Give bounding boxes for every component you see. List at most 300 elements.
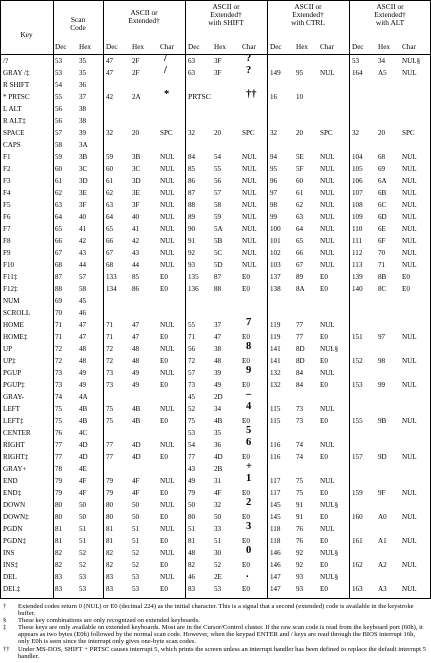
key-name: F10 [3, 261, 15, 269]
table-cell: 3F [79, 201, 87, 209]
table-cell: 151 [352, 333, 363, 341]
table-cell: 77 [296, 321, 304, 329]
table-cell: NUL [160, 573, 175, 581]
table-cell: E0 [242, 489, 250, 497]
table-cell: 92 [188, 249, 196, 257]
table-cell: 98 [378, 357, 386, 365]
table-cell: 55 [214, 165, 222, 173]
table-cell: 52 [214, 561, 222, 569]
table-cell: 79 [55, 489, 63, 497]
key-name: F12‡ [3, 285, 18, 293]
table-cell: 87 [55, 273, 63, 281]
table-cell: 42 [132, 237, 140, 245]
table-cell: 3A [79, 141, 88, 149]
table-cell: 75 [188, 417, 196, 425]
table-cell: 51 [132, 525, 140, 533]
table-cell: 2E [214, 573, 222, 581]
table-cell: 72 [106, 345, 114, 353]
key-name: PGUP‡ [3, 381, 25, 389]
table-cell: 56 [55, 105, 63, 113]
table-cell: NUL [160, 549, 175, 557]
table-cell: 100 [270, 225, 281, 233]
table-cell: 145 [270, 501, 281, 509]
table-cell: 65 [106, 225, 114, 233]
header-char: Char [242, 43, 256, 51]
table-cell: 53 [79, 573, 87, 581]
table-cell: NUL [402, 69, 417, 77]
table-cell: NUL [242, 261, 257, 269]
table-cell: 160 [352, 513, 363, 521]
table-cell: + [246, 461, 252, 472]
table-cell: 82 [188, 561, 196, 569]
table-cell: E0 [242, 357, 250, 365]
table-cell: 45 [79, 297, 87, 305]
table-cell: 7 [246, 317, 252, 328]
table-cell: NUL§ [320, 549, 339, 557]
footnote-text: Extended codes return 0 (NUL) or E0 (decimal 224) as the initial character. This is a signal that a second (extended) code is available in the keystroke buffer. [18, 603, 414, 618]
table-cell: 77 [106, 441, 114, 449]
row-divider [0, 0, 431, 1]
table-cell: 104 [352, 153, 363, 161]
table-cell: E0 [242, 585, 250, 593]
table-cell: 61 [106, 177, 114, 185]
key-name: R SHIFT [3, 81, 30, 89]
table-cell: 71 [378, 261, 386, 269]
header-hex: Hex [378, 43, 390, 51]
table-cell: 102 [270, 249, 281, 257]
table-cell: E0 [160, 561, 168, 569]
table-cell: NUL [402, 261, 417, 269]
table-cell: 67 [296, 261, 304, 269]
column-divider [185, 0, 186, 598]
table-cell: NUL [160, 237, 175, 245]
header-hex: Hex [296, 43, 308, 51]
table-cell: 49 [79, 381, 87, 389]
header-key: Key [20, 30, 33, 39]
table-cell: E0 [160, 357, 168, 365]
table-cell: SPC [160, 129, 173, 137]
header-dec: Dec [352, 43, 364, 51]
table-cell: E0 [242, 513, 250, 521]
table-cell: 159 [352, 489, 363, 497]
key-name: RIGHT‡ [3, 453, 29, 461]
table-cell: 4B [79, 405, 88, 413]
table-cell: 64 [296, 225, 304, 233]
table-cell: ? [246, 65, 252, 76]
table-cell: NUL [320, 201, 335, 209]
footnote-mark: ‡ [3, 624, 7, 631]
footnote-mark: †† [3, 646, 10, 653]
table-cell: SPC [242, 129, 255, 137]
header-scan-code: Scan [70, 15, 86, 24]
table-cell: 135 [188, 273, 199, 281]
table-cell: 52 [79, 549, 87, 557]
table-cell: 32 [352, 129, 360, 137]
table-cell: 132 [270, 381, 281, 389]
table-cell: 80 [106, 501, 114, 509]
table-cell: 47 [132, 333, 140, 341]
column-divider [103, 0, 104, 598]
table-cell: E0 [320, 537, 328, 545]
table-cell: 2D [214, 393, 223, 401]
table-cell: 108 [352, 201, 363, 209]
table-cell: 4F [132, 477, 140, 485]
table-cell: 79 [55, 477, 63, 485]
table-cell: – [246, 389, 252, 400]
table-cell: 63 [188, 57, 196, 65]
table-cell: 20 [296, 129, 304, 137]
table-cell: 9B [378, 417, 387, 425]
table-cell: 63 [188, 69, 196, 77]
table-cell: 38 [79, 117, 87, 125]
table-cell: 4C [79, 429, 88, 437]
key-name: HOME‡ [3, 333, 28, 341]
table-cell: 32 [214, 501, 222, 509]
table-cell: 40 [79, 213, 87, 221]
header-group-title: with SHIFT [208, 18, 244, 27]
table-cell: 3D [79, 177, 88, 185]
table-cell: 71 [106, 321, 114, 329]
table-cell: 52 [132, 561, 140, 569]
header-dec: Dec [188, 43, 200, 51]
table-cell: * [164, 89, 170, 100]
table-cell: 16 [270, 93, 278, 101]
table-cell: 134 [106, 285, 117, 293]
table-cell: 57 [214, 189, 222, 197]
table-cell: 6B [378, 189, 387, 197]
table-cell: NUL [160, 441, 175, 449]
table-cell: 133 [106, 273, 117, 281]
table-cell: 73 [296, 417, 304, 425]
table-cell: 4F [79, 477, 87, 485]
table-cell: 37 [79, 93, 87, 101]
table-cell: A5 [378, 69, 387, 77]
table-cell: 117 [270, 477, 281, 485]
table-cell: 34 [214, 405, 222, 413]
key-name: F8 [3, 237, 11, 245]
key-name: F3 [3, 177, 11, 185]
table-cell: 89 [188, 213, 196, 221]
table-cell: 47 [79, 333, 87, 341]
table-cell: 3C [132, 165, 141, 173]
table-cell: 71 [188, 333, 196, 341]
table-cell: NUL [160, 405, 175, 413]
table-cell: NUL [160, 261, 175, 269]
table-cell: 3E [79, 189, 87, 197]
key-name: INS‡ [3, 561, 18, 569]
table-cell: 5E [296, 153, 304, 161]
table-cell: 68 [55, 261, 63, 269]
table-cell: 80 [106, 513, 114, 521]
table-cell: NUL [160, 201, 175, 209]
table-cell: 77 [55, 453, 63, 461]
table-cell: 75 [296, 477, 304, 485]
table-cell: 71 [106, 333, 114, 341]
table-cell: E0 [160, 285, 168, 293]
table-cell: 2F [132, 57, 140, 65]
table-cell: 4D [132, 441, 141, 449]
table-cell: 32 [270, 129, 278, 137]
table-cell: 6F [378, 237, 386, 245]
table-cell: NUL [160, 213, 175, 221]
table-cell: 9F [378, 489, 386, 497]
table-cell: 70 [378, 249, 386, 257]
table-cell: 43 [132, 249, 140, 257]
table-cell: NUL§ [320, 501, 339, 509]
table-cell: 63 [106, 201, 114, 209]
table-cell: 72 [188, 357, 196, 365]
table-cell: NUL [402, 165, 417, 173]
header-dec: Dec [55, 43, 67, 51]
table-cell: 99 [270, 213, 278, 221]
table-cell: 79 [106, 489, 114, 497]
table-cell: 63 [296, 213, 304, 221]
table-cell: 40 [132, 213, 140, 221]
table-cell: 57 [55, 129, 63, 137]
table-cell: 73 [188, 381, 196, 389]
header-hex: Hex [79, 43, 91, 51]
table-cell: NUL [402, 177, 417, 185]
table-cell: NUL [160, 501, 175, 509]
table-cell: PRTSC [188, 92, 211, 101]
header-group-title: with ALT [375, 18, 405, 27]
table-cell: 101 [270, 237, 281, 245]
footnote-mark: § [3, 617, 7, 624]
table-cell: NUL [160, 525, 175, 533]
table-cell: 72 [55, 357, 63, 365]
table-cell: 36 [214, 441, 222, 449]
table-cell: 8 [246, 341, 252, 352]
header-group-title: Extended† [374, 10, 406, 19]
table-cell: 51 [79, 537, 87, 545]
table-cell: 0 [246, 545, 252, 556]
key-name: END‡ [3, 489, 22, 497]
header-group-title: Extended† [292, 10, 324, 19]
table-cell: 9 [246, 365, 252, 376]
table-cell: 48 [79, 357, 87, 365]
table-cell: 81 [188, 537, 196, 545]
table-cell: 8B [378, 273, 387, 281]
key-name: PGUP [3, 369, 22, 377]
table-cell: 66 [55, 237, 63, 245]
table-cell: 3C [79, 165, 88, 173]
table-cell: 44 [79, 261, 87, 269]
table-cell: E0 [320, 417, 328, 425]
table-cell: NUL [320, 213, 335, 221]
table-cell: 6 [246, 437, 252, 448]
table-cell: NUL [320, 177, 335, 185]
table-cell: 47 [79, 321, 87, 329]
table-cell: 53 [55, 69, 63, 77]
table-cell: 4F [79, 489, 87, 497]
table-cell: NUL [402, 561, 417, 569]
table-cell: 88 [188, 201, 196, 209]
column-divider [53, 0, 54, 598]
table-cell: 56 [55, 117, 63, 125]
table-cell: E0 [320, 513, 328, 521]
table-cell: 47 [132, 321, 140, 329]
key-name: DEL‡ [3, 585, 21, 593]
table-cell: NUL [320, 249, 335, 257]
key-name: DOWN‡ [3, 513, 29, 521]
table-cell: 61 [55, 177, 63, 185]
table-cell: 164 [352, 69, 363, 77]
table-cell: 49 [188, 477, 196, 485]
table-cell: 152 [352, 357, 363, 365]
key-name: /? [3, 57, 9, 65]
table-cell: 112 [352, 249, 363, 257]
table-cell: 49 [214, 381, 222, 389]
table-cell: NUL [242, 165, 257, 173]
table-cell: E0 [320, 285, 328, 293]
table-cell: 82 [55, 561, 63, 569]
header-group-title: Extended† [210, 10, 242, 19]
table-cell: 4B [132, 417, 141, 425]
table-cell: 8D [296, 357, 305, 365]
table-cell: 42 [106, 93, 114, 101]
header-group-title: ASCII or [212, 2, 240, 11]
table-cell: 5F [296, 165, 304, 173]
key-name: UP [3, 345, 13, 353]
table-cell: E0 [320, 357, 328, 365]
table-cell: 2B [214, 465, 223, 473]
table-cell: 137 [270, 273, 281, 281]
table-cell: E0 [160, 453, 168, 461]
table-cell: 83 [106, 573, 114, 581]
key-name: CAPS [3, 141, 21, 149]
table-cell: 47 [106, 57, 114, 65]
table-cell: 67 [55, 249, 63, 257]
table-cell: 3F [132, 201, 140, 209]
table-cell: 4F [132, 489, 140, 497]
table-cell: SPC [320, 129, 333, 137]
table-cell: 60 [296, 177, 304, 185]
table-cell: 50 [214, 513, 222, 521]
table-cell: A0 [378, 513, 387, 521]
table-cell: NUL [402, 249, 417, 257]
table-cell: 66 [296, 249, 304, 257]
table-cell: 32 [106, 129, 114, 137]
table-cell: NUL [402, 489, 417, 497]
table-cell: NUL [320, 225, 335, 233]
key-name: RIGHT [3, 441, 25, 449]
table-cell: 8A [296, 285, 305, 293]
table-cell: NUL [160, 153, 175, 161]
table-cell: NUL [160, 165, 175, 173]
table-cell: 84 [296, 381, 304, 389]
table-cell: NUL [320, 369, 335, 377]
table-cell: 68 [378, 153, 386, 161]
table-cell: NUL [320, 153, 335, 161]
table-cell: NUL [160, 477, 175, 485]
table-cell: 48 [79, 345, 87, 353]
table-cell: NUL [320, 441, 335, 449]
key-name: LEFT‡ [3, 417, 24, 425]
key-name: F11‡ [3, 273, 18, 281]
table-cell: 163 [352, 585, 363, 593]
table-cell: 118 [270, 525, 281, 533]
footnote-text: These key combinations are only recognized on extended keyboards. [18, 617, 200, 624]
footnote-text: These keys are only available on extended keyboards. Most are in the Cursor/Control cluster. If the raw scan code is read from the keyboard port (60h), it appears as two bytes (E0h) followed by the normal scan code. However, when the keypad ENTER and / keys are read through the BIOS interrupt 16h, only E0h is seen since the interrupt only gives one-byte scan codes. [18, 624, 423, 646]
table-cell: NUL§ [320, 345, 339, 353]
table-cell: 43 [79, 249, 87, 257]
table-cell: 46 [79, 309, 87, 317]
table-cell: 80 [188, 513, 196, 521]
table-cell: 86 [132, 285, 140, 293]
table-cell: 5 [246, 425, 252, 436]
table-cell: NUL [402, 237, 417, 245]
table-cell: 105 [352, 165, 363, 173]
table-cell: 80 [55, 513, 63, 521]
table-cell: 66 [106, 237, 114, 245]
table-cell: / [164, 65, 167, 76]
table-cell: 2 [246, 497, 252, 508]
table-cell: / [164, 53, 167, 64]
table-cell: 141 [270, 357, 281, 365]
table-cell: 62 [55, 189, 63, 197]
header-char: Char [160, 43, 174, 51]
table-cell: 62 [106, 189, 114, 197]
table-cell: NUL [320, 165, 335, 173]
table-cell: 82 [55, 549, 63, 557]
table-cell: E0 [242, 417, 250, 425]
table-cell: E0 [320, 453, 328, 461]
table-cell: 97 [378, 333, 386, 341]
table-cell: 109 [352, 213, 363, 221]
table-cell: 73 [55, 369, 63, 377]
table-cell: NUL [320, 321, 335, 329]
row-divider [0, 598, 431, 599]
table-cell: E0 [160, 489, 168, 497]
key-name: LEFT [3, 405, 20, 413]
table-cell: 36 [79, 81, 87, 89]
table-cell: 60 [55, 165, 63, 173]
table-cell: 79 [188, 489, 196, 497]
table-cell: 50 [79, 501, 87, 509]
table-cell: E0 [242, 381, 250, 389]
table-cell: 3D [132, 177, 141, 185]
table-cell: 48 [214, 357, 222, 365]
table-cell: 54 [214, 153, 222, 161]
table-cell: 20 [378, 129, 386, 137]
table-cell: 136 [188, 285, 199, 293]
table-cell: 77 [55, 441, 63, 449]
header-group-title: with CTRL [291, 18, 325, 27]
table-cell: 47 [106, 69, 114, 77]
table-cell: 55 [188, 321, 196, 329]
key-name: DEL [3, 573, 17, 581]
table-cell: 80 [55, 501, 63, 509]
table-cell: 57 [188, 369, 196, 377]
table-cell: 3F [214, 57, 222, 65]
table-cell: 50 [79, 513, 87, 521]
table-cell: NUL [402, 537, 417, 545]
key-name: L ALT [3, 105, 22, 113]
table-cell: 119 [270, 333, 281, 341]
table-cell: NUL [242, 153, 257, 161]
table-cell: 79 [106, 477, 114, 485]
key-name: DOWN [3, 501, 26, 509]
table-cell: 35 [79, 57, 87, 65]
table-cell: 6C [378, 201, 387, 209]
table-cell: 76 [296, 537, 304, 545]
table-cell: 5A [214, 225, 223, 233]
table-cell: 38 [214, 345, 222, 353]
table-cell: NUL [242, 237, 257, 245]
key-name: * PRTSC [3, 93, 30, 101]
table-cell: A3 [378, 585, 387, 593]
table-cell: NUL [160, 249, 175, 257]
